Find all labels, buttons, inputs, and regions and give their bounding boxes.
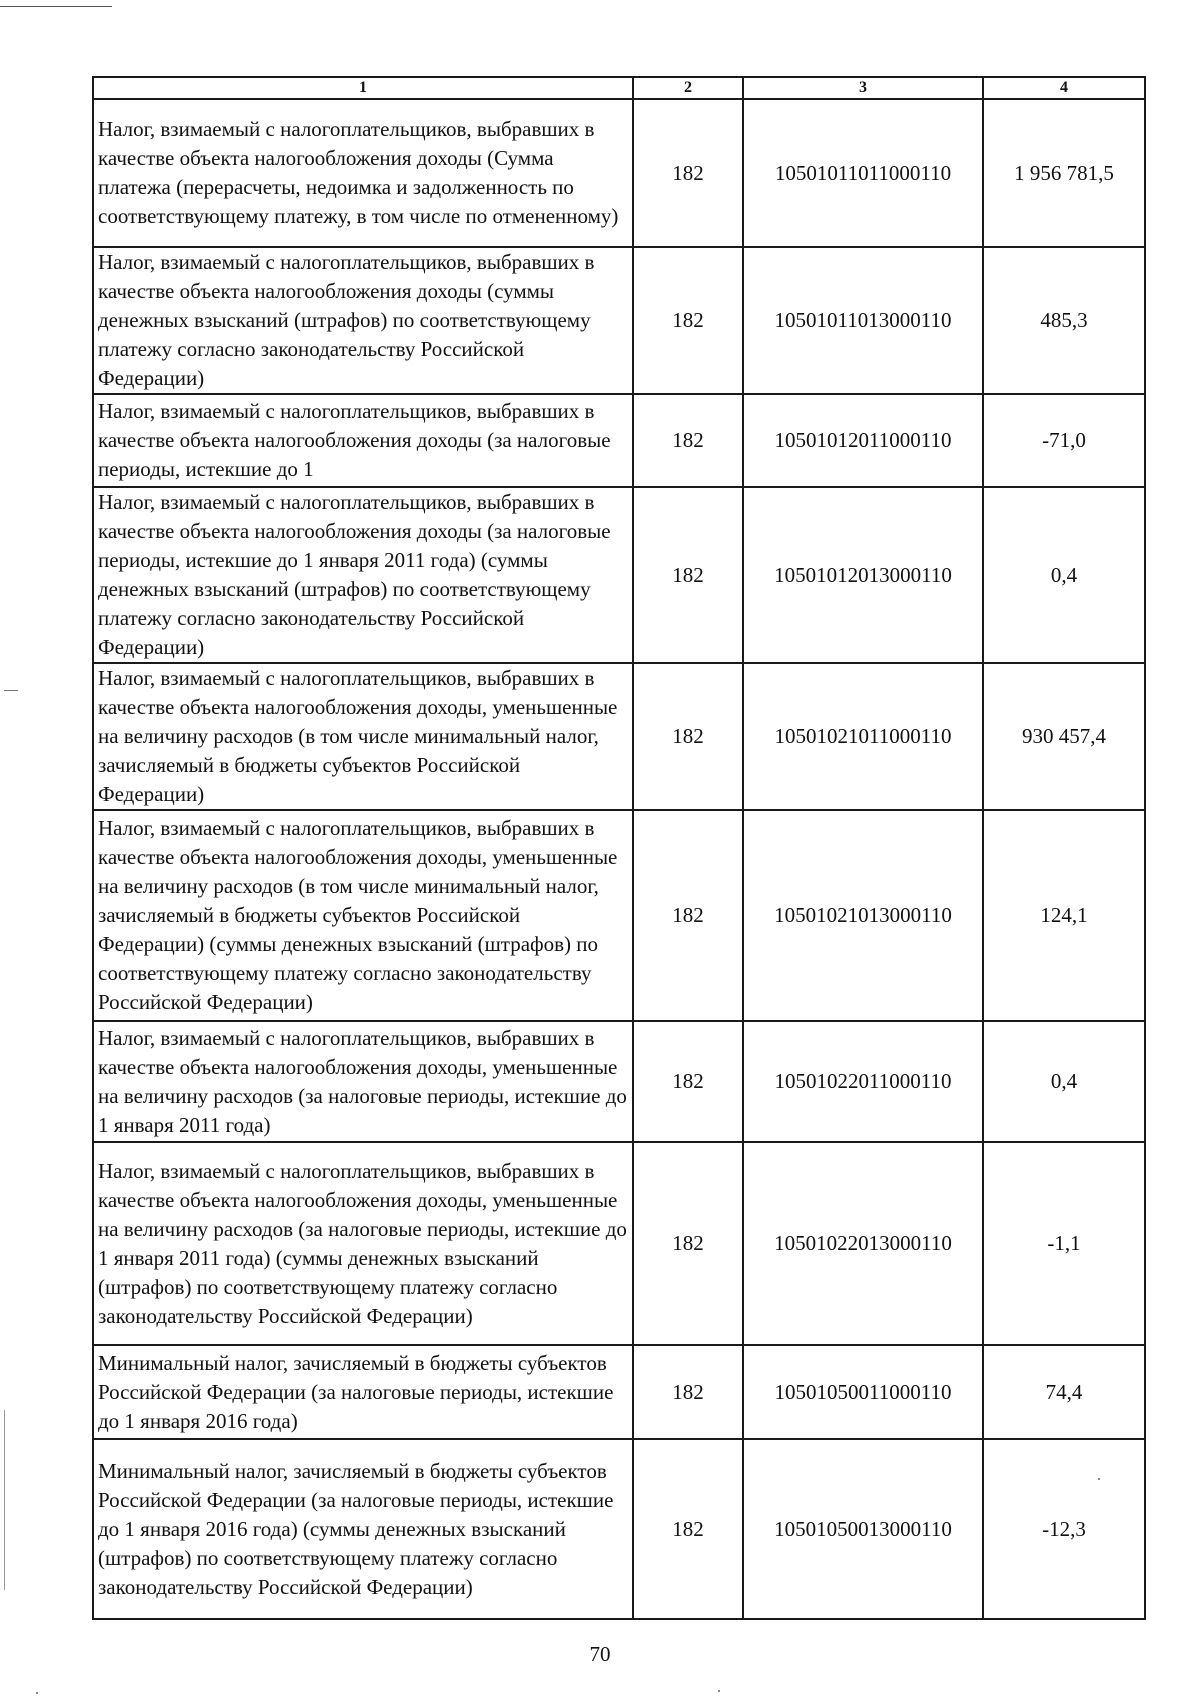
amount: -12,3 bbox=[983, 1439, 1145, 1619]
admin-code: 182 bbox=[633, 1142, 743, 1345]
amount: 0,4 bbox=[983, 1021, 1145, 1142]
row-description: Налог, взимаемый с налогоплательщиков, выбравших в качестве объекта налогообложения доходы (за налоговые периоды, истекшие до 1 января 2011 года) (суммы денежных взысканий (штрафов) по соответствующему платежу согласно законодательству Российской Федерации) bbox=[93, 487, 633, 663]
row-description: Налог, взимаемый с налогоплательщиков, выбравших в качестве объекта налогообложения доходы (суммы денежных взысканий (штрафов) по соответствующему платежу согласно законодательству Российской Федерации) bbox=[93, 247, 633, 394]
column-header: 1 bbox=[93, 77, 633, 99]
table-row bbox=[93, 810, 1145, 1021]
table-row bbox=[93, 1021, 1145, 1142]
table-row bbox=[93, 1142, 1145, 1345]
amount: 74,4 bbox=[983, 1345, 1145, 1439]
scan-artifact-line bbox=[0, 6, 112, 7]
row-description: Налог, взимаемый с налогоплательщиков, выбравших в качестве объекта налогообложения доходы, уменьшенные на величину расходов (за налоговые периоды, истекшие до 1 января 2011 года) (суммы денежных взысканий (штрафов) по соответствующему платежу согласно законодательству Российской Федерации) bbox=[93, 1142, 633, 1345]
table-row bbox=[93, 487, 1145, 663]
kbk-code: 10501022013000110 bbox=[743, 1142, 983, 1345]
scan-artifact-edge bbox=[4, 1410, 5, 1590]
admin-code: 182 bbox=[633, 394, 743, 487]
kbk-code: 10501021013000110 bbox=[743, 810, 983, 1021]
page-number: 70 bbox=[589, 1642, 611, 1666]
amount: -1,1 bbox=[983, 1142, 1145, 1345]
table-header-row bbox=[93, 77, 1145, 99]
amount: 0,4 bbox=[983, 487, 1145, 663]
scan-speck bbox=[36, 1692, 38, 1694]
table-row bbox=[93, 663, 1145, 810]
row-description: Налог, взимаемый с налогоплательщиков, выбравших в качестве объекта налогообложения доходы, уменьшенные на величину расходов (в том числе минимальный налог, зачисляемый в бюджеты субъектов Российской Федерации) (суммы денежных взысканий (штрафов) по соответствующему платежу согласно законодательству Российской Федерации) bbox=[93, 810, 633, 1021]
amount: 930 457,4 bbox=[983, 663, 1145, 810]
admin-code: 182 bbox=[633, 1021, 743, 1142]
scan-artifact-mark bbox=[4, 690, 18, 691]
amount: 1 956 781,5 bbox=[983, 99, 1145, 247]
table-row bbox=[93, 1439, 1145, 1619]
row-description: Налог, взимаемый с налогоплательщиков, выбравших в качестве объекта налогообложения доходы (за налоговые периоды, истекшие до 1 bbox=[93, 394, 633, 487]
revenue-table bbox=[92, 76, 1146, 1620]
kbk-code: 10501050013000110 bbox=[743, 1439, 983, 1619]
admin-code: 182 bbox=[633, 1439, 743, 1619]
admin-code: 182 bbox=[633, 1345, 743, 1439]
row-description: Налог, взимаемый с налогоплательщиков, выбравших в качестве объекта налогообложения доходы, уменьшенные на величину расходов (в том числе минимальный налог, зачисляемый в бюджеты субъектов Российской Федерации) bbox=[93, 663, 633, 810]
row-description: Налог, взимаемый с налогоплательщиков, выбравших в качестве объекта налогообложения доходы (Сумма платежа (перерасчеты, недоимка и задолженность по соответствующему платежу, в том числе по отмененному) bbox=[93, 99, 633, 247]
column-header: 3 bbox=[743, 77, 983, 99]
column-header: 2 bbox=[633, 77, 743, 99]
row-description: Минимальный налог, зачисляемый в бюджеты субъектов Российской Федерации (за налоговые периоды, истекшие до 1 января 2016 года) bbox=[93, 1345, 633, 1439]
table-row bbox=[93, 1345, 1145, 1439]
amount: 124,1 bbox=[983, 810, 1145, 1021]
kbk-code: 10501050011000110 bbox=[743, 1345, 983, 1439]
admin-code: 182 bbox=[633, 99, 743, 247]
admin-code: 182 bbox=[633, 663, 743, 810]
kbk-code: 10501012011000110 bbox=[743, 394, 983, 487]
scan-speck bbox=[718, 1690, 720, 1692]
table-row bbox=[93, 394, 1145, 487]
admin-code: 182 bbox=[633, 810, 743, 1021]
kbk-code: 10501011011000110 bbox=[743, 99, 983, 247]
kbk-code: 10501022011000110 bbox=[743, 1021, 983, 1142]
amount: 485,3 bbox=[983, 247, 1145, 394]
row-description: Минимальный налог, зачисляемый в бюджеты субъектов Российской Федерации (за налоговые периоды, истекшие до 1 января 2016 года) (суммы денежных взысканий (штрафов) по соответствующему платежу согласно законодательству Российской Федерации) bbox=[93, 1439, 633, 1619]
column-header: 4 bbox=[983, 77, 1145, 99]
kbk-code: 10501012013000110 bbox=[743, 487, 983, 663]
amount: -71,0 bbox=[983, 394, 1145, 487]
kbk-code: 10501011013000110 bbox=[743, 247, 983, 394]
admin-code: 182 bbox=[633, 487, 743, 663]
row-description: Налог, взимаемый с налогоплательщиков, выбравших в качестве объекта налогообложения доходы, уменьшенные на величину расходов (за налоговые периоды, истекшие до 1 января 2011 года) bbox=[93, 1021, 633, 1142]
kbk-code: 10501021011000110 bbox=[743, 663, 983, 810]
admin-code: 182 bbox=[633, 247, 743, 394]
table-row bbox=[93, 247, 1145, 394]
table-row bbox=[93, 99, 1145, 247]
